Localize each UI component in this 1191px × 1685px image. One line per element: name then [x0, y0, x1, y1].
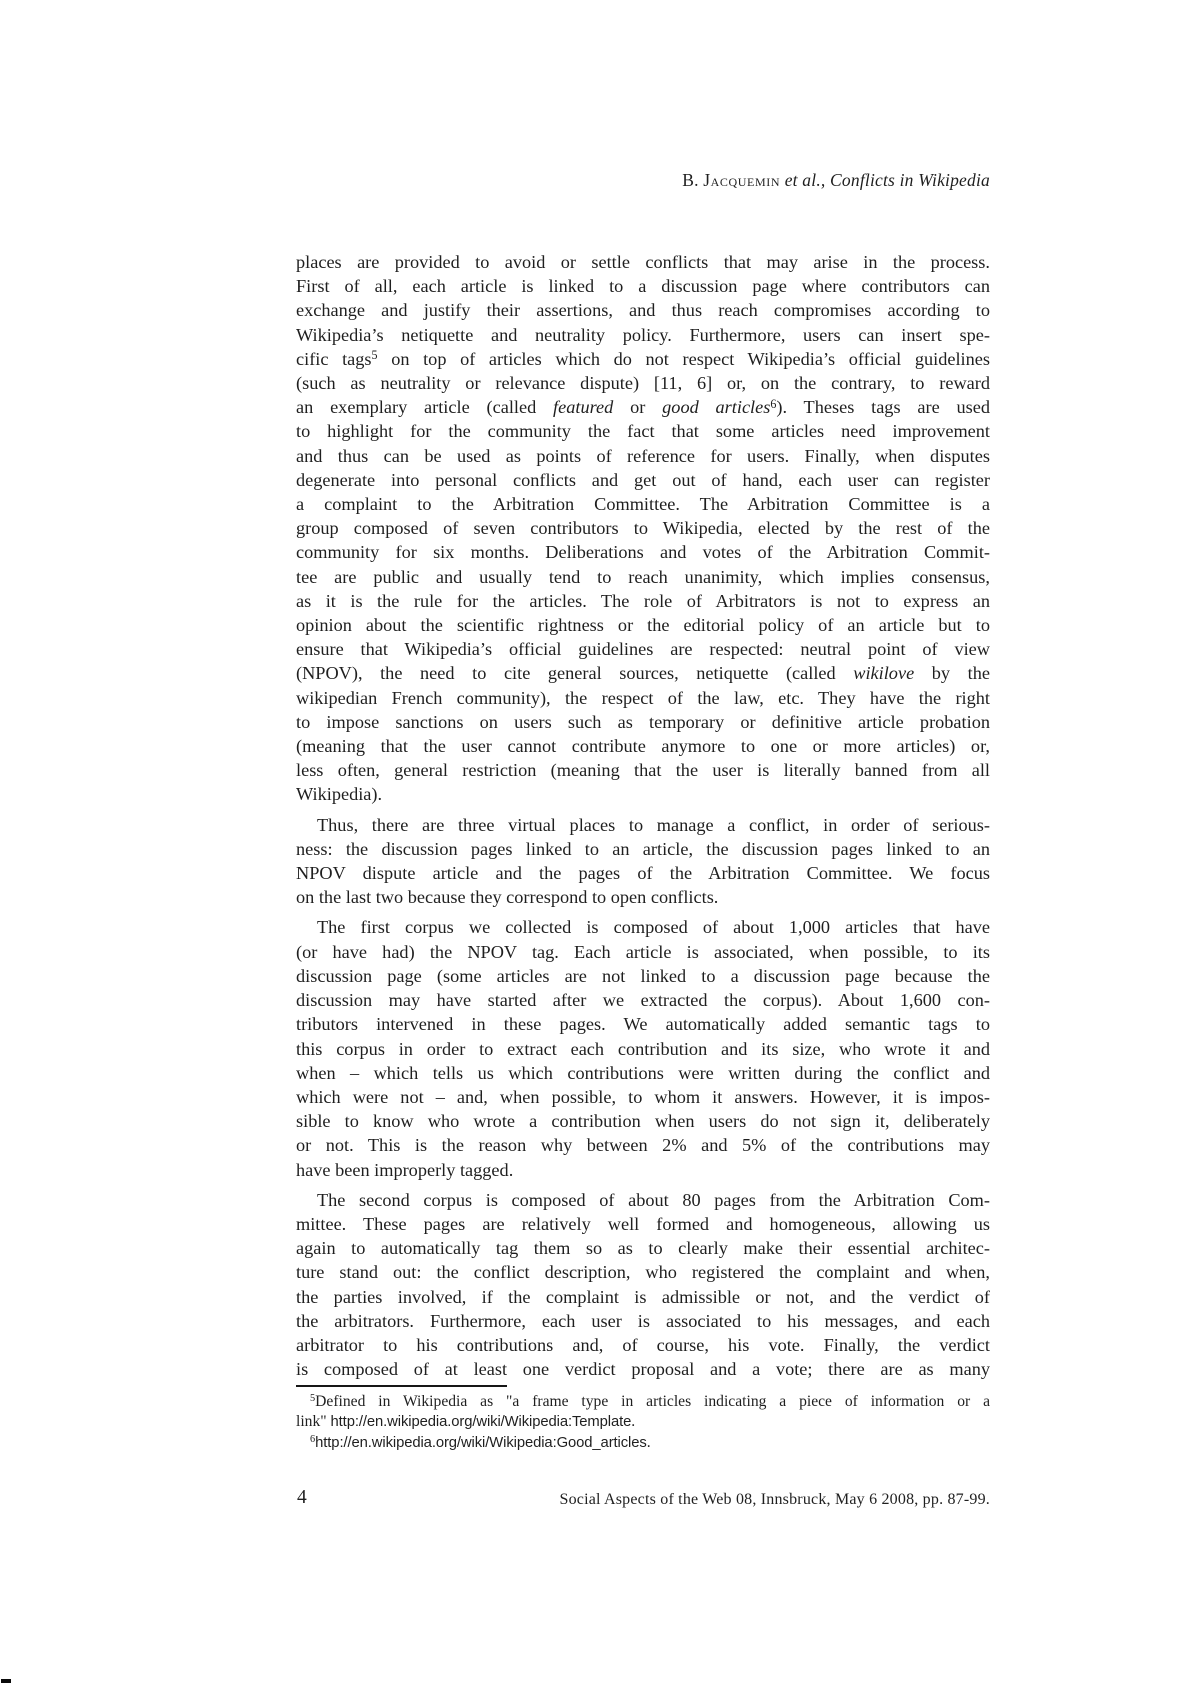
body-line: an exemplary article (called featured or good articles$^6$). Theses tags are used	[296, 396, 991, 418]
url-text: http://en.wikipedia.org/wiki/Wikipedia:Template	[330, 1414, 632, 1431]
body-line: the parties involved, if the complaint is admissible or not, and the verdict of	[296, 1286, 990, 1307]
footnote-line: $^5$Defined in Wikipedia as "a frame type in articles indicating a piece of information or a	[310, 1393, 990, 1410]
body-line: tee are public and usually tend to reach unanimity, which implies consensus,	[296, 566, 990, 587]
body-line: less often, general restriction (meaning that the user is literally banned from all	[296, 760, 990, 781]
body-line: have been improperly tagged.	[296, 1159, 514, 1180]
body-line: ensure that Wikipedia’s official guidelines are respected: neutral point of view	[296, 639, 990, 660]
footnote-marker: 5	[371, 348, 378, 363]
body-paragraph	[296, 1188, 990, 1382]
body-line: degenerate into personal conflicts and get out of hand, each user can register	[296, 469, 990, 490]
body-paragraph	[296, 250, 990, 807]
page-number: 4	[297, 1487, 307, 1508]
smallcaps-text: Jacquemin	[703, 170, 781, 190]
body-line: discussion may have started after we extracted the corpus). About 1,600 con-	[296, 990, 990, 1011]
body-line: Wikipedia).	[296, 784, 383, 805]
footer-citation: Social Aspects of the Web 08, Innsbruck, May 6 2008, pp. 87-99.	[559, 1491, 990, 1508]
body-line: to impose sanctions on users such as temporary or definitive article probation	[296, 711, 990, 732]
body-line: Wikipedia’s netiquette and neutrality policy. Furthermore, users can insert spe-	[296, 324, 990, 345]
footnotes	[296, 1392, 990, 1453]
body-line: and thus can be used as points of reference for users. Finally, when disputes	[296, 445, 990, 466]
body-line: discussion page (some articles are not linked to a discussion page because the	[296, 965, 990, 986]
body-line: a complaint to the Arbitration Committee. The Arbitration Committee is a	[296, 494, 990, 515]
footnote-line: $^6$http://en.wikipedia.org/wiki/Wikipedia:Good_articles.	[310, 1433, 651, 1451]
body-line: on the last two because they correspond to open conflicts.	[296, 887, 719, 908]
body-line: as it is the rule for the articles. The role of Arbitrators is not to express an	[296, 590, 990, 611]
body-line: cific tags$^5$ on top of articles which do not respect Wikipedia’s official guidelines	[296, 348, 990, 369]
body-line: (NPOV), the need to cite general sources, netiquette (called wikilove by the	[296, 663, 990, 684]
body-line: The first corpus we collected is composed of about 1,000 articles that have	[317, 917, 990, 938]
body-line: tributors intervened in these pages. We automatically added semantic tags to	[296, 1014, 990, 1035]
body-line: arbitrator to his contributions and, of course, his vote. Finally, the verdict	[296, 1334, 990, 1355]
body-line: opinion about the scientific rightness or the editorial policy of an article but to	[296, 615, 990, 636]
body-line: (or have had) the NPOV tag. Each article is associated, when possible, to its	[296, 941, 990, 962]
body-line: or not. This is the reason why between 2% and 5% of the contributions may	[296, 1135, 990, 1156]
italic-text: featured	[553, 397, 614, 418]
body-line: the arbitrators. Furthermore, each user is associated to his messages, and each	[296, 1310, 990, 1331]
footnote-rule	[296, 1385, 507, 1387]
body-line: again to automatically tag them so as to clearly make their essential architec-	[296, 1238, 990, 1259]
url-text: http://en.wikipedia.org/wiki/Wikipedia:Good_articles	[315, 1434, 647, 1451]
body-line: this corpus in order to extract each contribution and its size, who wrote it and	[296, 1038, 990, 1059]
footnote-marker: 6	[310, 1434, 316, 1446]
italic-text: good articles	[662, 397, 771, 418]
body-line: group composed of seven contributors to Wikipedia, elected by the rest of the	[296, 518, 990, 539]
body-line: (meaning that the user cannot contribute anymore to one or more articles) or,	[296, 736, 990, 757]
footnote-marker: 5	[310, 1393, 316, 1405]
body-paragraph	[296, 813, 990, 910]
body-line: which were not – and, when possible, to whom it answers. However, it is impos-	[296, 1086, 990, 1107]
body-line: First of all, each article is linked to a discussion page where contributors can	[296, 276, 990, 297]
body-line: sible to know who wrote a contribution when users do not sign it, deliberately	[296, 1111, 990, 1132]
body-line: is composed of at least one verdict proposal and a vote; there are as many	[296, 1359, 990, 1380]
italic-text: et al., Conflicts in Wikipedia	[784, 170, 990, 190]
body-line: (such as neutrality or relevance dispute) [11, 6] or, on the contrary, to reward	[296, 373, 990, 394]
body-line: wikipedian French community), the respect of the law, etc. They have the right	[296, 687, 990, 708]
body-line: mittee. These pages are relatively well formed and homogeneous, allowing us	[296, 1213, 990, 1234]
body-line: exchange and justify their assertions, and thus reach compromises according to	[296, 300, 990, 321]
footnote-line: link" http://en.wikipedia.org/wiki/Wikipedia:Template.	[296, 1413, 636, 1431]
body-line: to highlight for the community the fact that some articles need improvement	[296, 421, 990, 442]
body-paragraph	[296, 915, 990, 1181]
body-line: community for six months. Deliberations and votes of the Arbitration Commit-	[296, 542, 990, 563]
page-header: B. Jacquemin et al., Conflicts in Wikipedia	[682, 170, 990, 190]
body-line: ture stand out: the conflict description, who registered the complaint and when,	[296, 1262, 990, 1283]
body-line: when – which tells us which contributions were written during the conflict and	[296, 1062, 990, 1083]
footnote-marker: 6	[770, 396, 777, 411]
body-line: The second corpus is composed of about 80 pages from the Arbitration Com-	[317, 1189, 990, 1210]
body-line: NPOV dispute article and the pages of the Arbitration Committee. We focus	[296, 863, 990, 884]
body-text	[296, 250, 990, 1381]
body-line: places are provided to avoid or settle conflicts that may arise in the process.	[296, 252, 990, 272]
scan-artifact-mark	[1, 1679, 11, 1683]
body-line: Thus, there are three virtual places to manage a conflict, in order of serious-	[317, 814, 990, 835]
italic-text: wikilove	[853, 663, 915, 684]
body-line: ness: the discussion pages linked to an article, the discussion pages linked to an	[296, 838, 990, 859]
